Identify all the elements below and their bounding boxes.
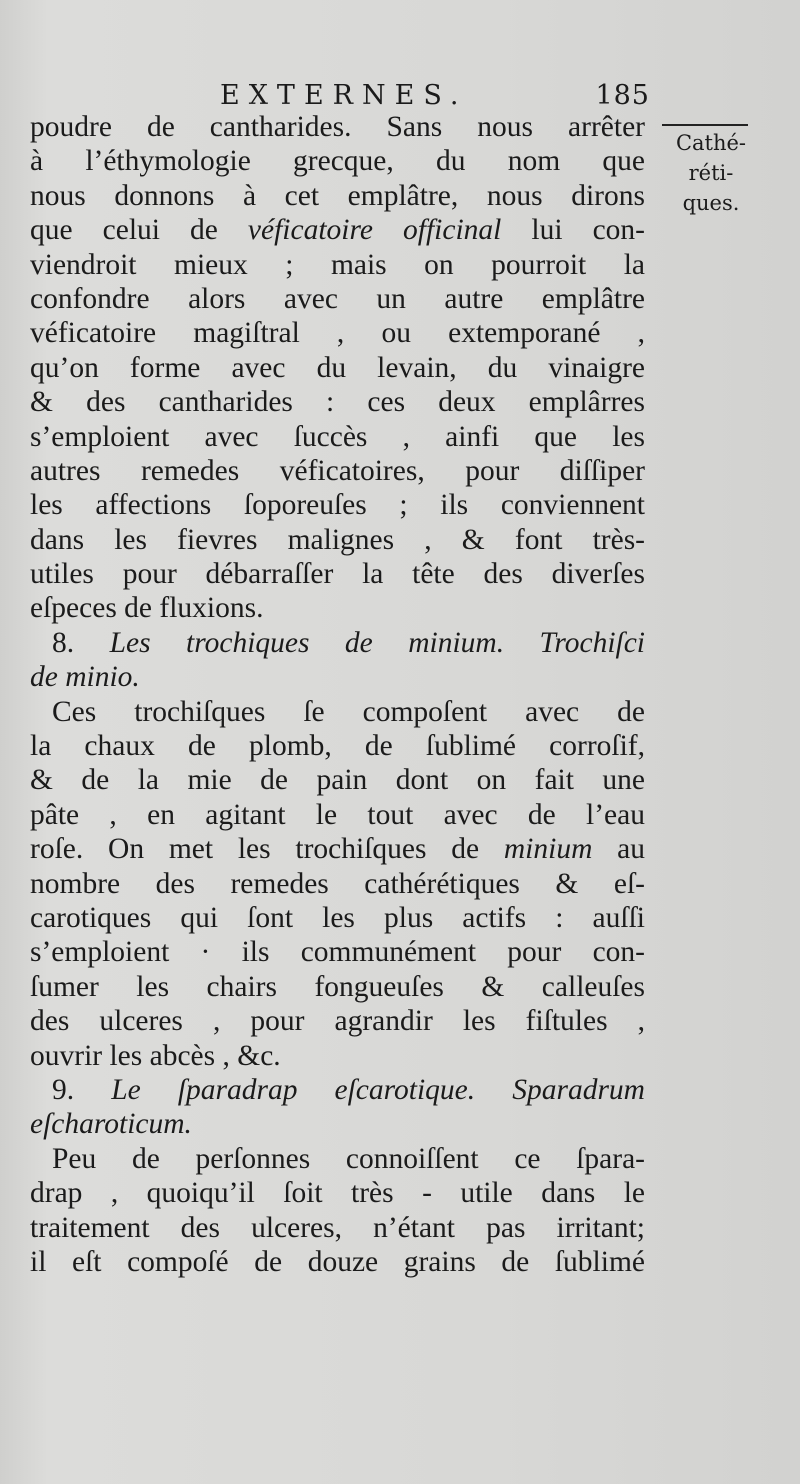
text-segment: 8.	[52, 626, 110, 659]
text-segment: lui con-	[501, 214, 645, 247]
text-line	[30, 282, 645, 316]
text-line	[30, 248, 645, 282]
text-line	[30, 660, 645, 694]
italic-text: véficatoire officinal	[247, 214, 502, 247]
running-head: EXTERNES.	[220, 80, 468, 111]
text-segment: Peu de perſonnes connoiſſent ce ſpara-	[52, 1142, 645, 1175]
text-segment: carotiques qui ſont les plus actifs : auſſi	[30, 901, 645, 934]
margin-note	[666, 128, 756, 218]
text-segment: confondre alors avec un autre emplâtre	[30, 282, 645, 315]
text-line	[30, 523, 645, 557]
text-segment: drap , quoiqu’il ſoit très - utile dans le	[30, 1177, 645, 1210]
italic-text: de minio.	[30, 661, 140, 694]
text-segment: poudre de cantharides. Sans nous arrêter	[30, 111, 645, 143]
text-segment: des ulceres , pour agrandir les fiſtules ,	[30, 1005, 645, 1038]
text-segment: eſpeces de fluxions.	[30, 592, 264, 625]
italic-text: Le ſparadrap eſcarotique. Sparadrum	[111, 1073, 645, 1106]
text-line	[30, 763, 645, 797]
text-segment: qu’on forme avec du levain, du vinaigre	[30, 351, 645, 384]
text-line	[30, 935, 645, 969]
text-segment: ouvrir les abcès , &c.	[30, 1039, 281, 1072]
margin-note-line: ques.	[682, 191, 740, 215]
text-segment: nous donnons à cet emplâtre, nous dirons	[30, 179, 645, 212]
text-line	[30, 1245, 645, 1279]
text-segment: roſe. On met les trochiſques de	[30, 833, 504, 866]
text-line	[30, 1176, 645, 1210]
text-line	[30, 626, 645, 660]
text-line	[30, 1142, 645, 1176]
text-segment: s’emploient · ils communément pour con-	[30, 936, 645, 969]
text-segment: 9.	[52, 1073, 112, 1106]
text-segment: autres remedes véficatoires, pour diſſiper	[30, 454, 645, 487]
text-segment: nombre des remedes cathérétiques & eſ-	[30, 867, 645, 900]
margin-rule	[662, 124, 748, 126]
margin-note-line: réti-	[688, 161, 734, 185]
text-segment: il eſt compoſé de douze grains de ſublimé	[30, 1245, 645, 1278]
text-segment: & de la mie de pain dont on fait une	[30, 764, 645, 797]
text-line	[30, 798, 645, 832]
text-line	[30, 420, 645, 454]
italic-text: eſcharoticum.	[30, 1108, 192, 1141]
text-line	[30, 488, 645, 522]
text-segment: traitement des ulceres, n’étant pas irritant;	[30, 1211, 645, 1244]
text-line	[30, 1039, 645, 1073]
text-line	[30, 1107, 645, 1141]
text-segment: que celui de	[30, 214, 248, 247]
text-segment: véficatoire magiſtral , ou extemporané ,	[30, 317, 645, 350]
text-line	[30, 454, 645, 488]
text-line	[30, 385, 645, 419]
text-segment: la chaux de plomb, de ſublimé corroſif,	[30, 730, 645, 763]
text-segment: Ces trochiſques ſe compoſent avec de	[52, 695, 645, 728]
text-segment: au	[592, 833, 645, 866]
text-segment: utiles pour débarraſſer la tête des diverſes	[30, 558, 645, 591]
text-line	[30, 591, 645, 625]
margin-note-line: Cathé-	[675, 131, 747, 155]
text-segment: & des cantharides : ces deux emplârres	[30, 386, 645, 419]
text-line	[30, 179, 645, 213]
italic-text: minium	[503, 833, 593, 866]
text-segment: ſumer les chairs fongueuſes & calleuſes	[30, 970, 645, 1003]
text-line	[30, 557, 645, 591]
text-line	[30, 970, 645, 1004]
text-segment: à l’éthymologie grecque, du nom que	[30, 145, 645, 178]
text-line	[30, 729, 645, 763]
text-segment: dans les fievres malignes , & font très-	[30, 523, 645, 556]
text-line	[30, 832, 645, 866]
text-line	[30, 144, 645, 178]
text-segment: s’emploient avec ſuccès , ainfi que les	[30, 420, 645, 453]
text-line	[30, 901, 645, 935]
italic-text: Les trochiques de minium. Trochiſci	[109, 626, 646, 659]
text-line	[30, 1211, 645, 1245]
text-line	[30, 1004, 645, 1038]
text-line	[30, 1073, 645, 1107]
text-line	[30, 351, 645, 385]
text-segment: pâte , en agitant le tout avec de l’eau	[30, 798, 645, 831]
text-segment: les affections ſoporeuſes ; ils conviennent	[30, 489, 645, 522]
text-line	[30, 110, 645, 144]
text-line	[30, 867, 645, 901]
text-line	[30, 695, 645, 729]
text-line	[30, 213, 645, 247]
text-segment: viendroit mieux ; mais on pourroit la	[30, 248, 645, 281]
page-number: 185	[595, 80, 650, 111]
text-line	[30, 316, 645, 350]
body-text	[30, 110, 645, 1279]
